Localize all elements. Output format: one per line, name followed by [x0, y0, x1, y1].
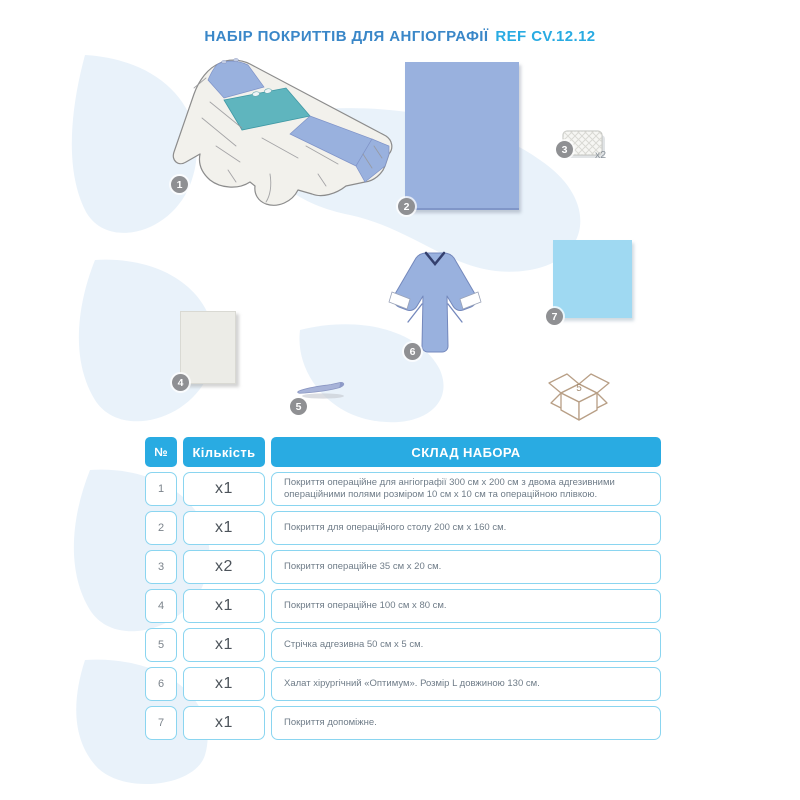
row-quantity-cell: x1	[183, 472, 265, 506]
box-count-label: 5	[576, 383, 582, 394]
item-3-multiplier: x2	[595, 149, 607, 161]
item-badge-3: 3	[556, 141, 573, 158]
table-row	[145, 589, 661, 623]
table-row	[145, 550, 661, 584]
table-header-row	[145, 437, 661, 467]
row-number-cell: 2	[145, 511, 177, 545]
table-row	[145, 511, 661, 545]
table-row	[145, 667, 661, 701]
row-description-cell: Покриття операційне 100 см х 80 см.	[271, 589, 661, 623]
kit-table-body	[145, 472, 661, 740]
row-description-cell: Халат хірургічний «Оптимум». Розмір L довжиною 130 см.	[271, 667, 661, 701]
table-row	[145, 472, 661, 506]
figure-adhesive-tape	[295, 379, 349, 401]
row-description-cell: Стрічка адгезивна 50 см х 5 см.	[271, 628, 661, 662]
row-description-cell: Покриття операційне 35 см х 20 см.	[271, 550, 661, 584]
row-number-cell: 4	[145, 589, 177, 623]
row-quantity-cell: x1	[183, 628, 265, 662]
table-row	[145, 706, 661, 740]
col-header-composition: СКЛАД НАБОРА	[271, 437, 661, 467]
row-quantity-cell: x1	[183, 667, 265, 701]
item-badge-5: 5	[290, 398, 307, 415]
item-badge-1: 1	[171, 176, 188, 193]
row-quantity-cell: x1	[183, 511, 265, 545]
row-quantity-cell: x1	[183, 706, 265, 740]
kit-composition-table	[145, 437, 661, 745]
title-ref-code: REF CV.12.12	[495, 28, 596, 45]
item-badge-4: 4	[172, 374, 189, 391]
row-quantity-cell: x2	[183, 550, 265, 584]
row-description-cell: Покриття для операційного столу 200 см х 160 см.	[271, 511, 661, 545]
title-main: НАБІР ПОКРИТТІВ ДЛЯ АНГІОГРАФІЇ	[204, 28, 489, 45]
item-badge-2: 2	[398, 198, 415, 215]
row-number-cell: 3	[145, 550, 177, 584]
shipping-box-icon	[548, 368, 610, 426]
row-number-cell: 1	[145, 472, 177, 506]
col-header-quantity: Кількість	[183, 437, 265, 467]
row-number-cell: 6	[145, 667, 177, 701]
row-number-cell: 7	[145, 706, 177, 740]
col-header-number: №	[145, 437, 177, 467]
figure-auxiliary-drape	[553, 240, 632, 318]
figure-surgical-gown	[386, 246, 484, 358]
row-description-cell: Покриття операційне для ангіографії 300 см х 200 см з двома адгезивними операційними полями розміром 10 см х 10 см та операційною плівкою.	[271, 472, 661, 506]
page-title	[0, 28, 800, 45]
figure-angiography-drape-on-table	[158, 54, 396, 216]
row-quantity-cell: x1	[183, 589, 265, 623]
item-badge-7: 7	[546, 308, 563, 325]
row-number-cell: 5	[145, 628, 177, 662]
figure-medium-drape-sheet	[180, 311, 236, 384]
figure-table-cover-sheet	[405, 62, 519, 210]
table-row	[145, 628, 661, 662]
row-description-cell: Покриття допоміжне.	[271, 706, 661, 740]
item-badge-6: 6	[404, 343, 421, 360]
